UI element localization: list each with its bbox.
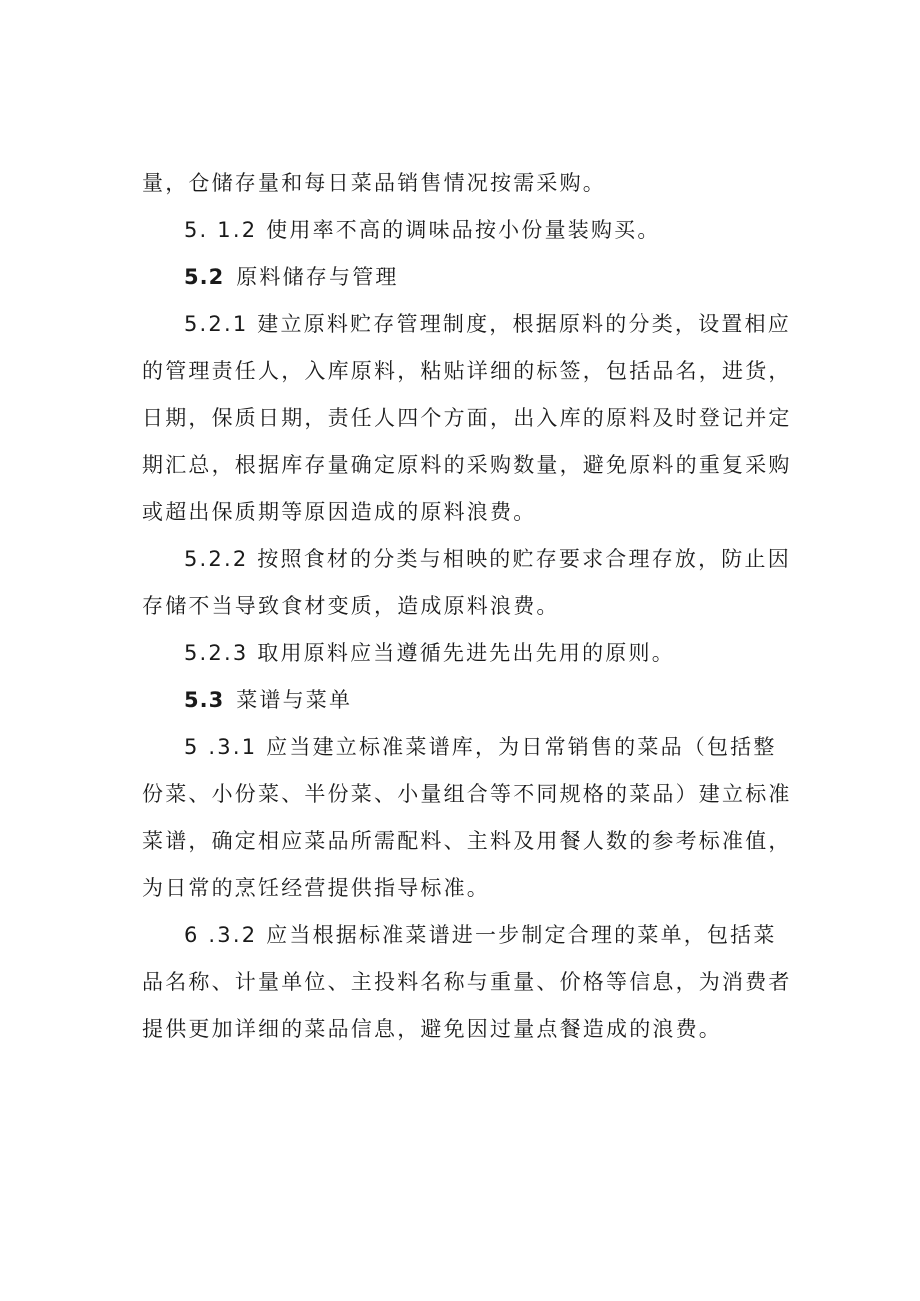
text-line: 5 .3.1 应当建立标准菜谱库，为日常销售的菜品（包括整 <box>184 735 777 759</box>
text-line: 6 .3.2 应当根据标准菜谱进一步制定合理的菜单，包括菜 <box>184 923 777 947</box>
section-title: 菜谱与菜单 <box>236 688 353 712</box>
paragraph-continuation <box>142 160 782 207</box>
text-line: 5. 1.2 使用率不高的调味品按小份量装购买。 <box>184 218 661 242</box>
text-line: 存储不当导致食材变质，造成原料浪费。 <box>142 594 560 618</box>
paragraph-5-3-2 <box>142 912 792 1053</box>
text-line: 菜谱，确定相应菜品所需配料、主料及用餐人数的参考标准值， <box>142 829 792 853</box>
text-line: 量，仓储存量和每日菜品销售情况按需采购。 <box>142 171 606 195</box>
section-number: 5.2 <box>184 265 225 289</box>
document-body <box>142 160 792 1053</box>
text-line: 份菜、小份菜、半份菜、小量组合等不同规格的菜品）建立标准 <box>142 782 792 806</box>
paragraph-5-2-2 <box>142 536 791 630</box>
paragraph-5-1-2 <box>142 207 782 254</box>
paragraph-5-3-1 <box>142 724 792 912</box>
text-line: 期汇总，根据库存量确定原料的采购数量，避免原料的重复采购 <box>142 453 792 477</box>
section-heading-5-3 <box>142 677 782 724</box>
text-line: 5.2.3 取用原料应当遵循先进先出先用的原则。 <box>184 641 675 665</box>
section-heading-5-2 <box>142 254 782 301</box>
section-title: 原料储存与管理 <box>236 265 399 289</box>
text-line: 5.2.2 按照食材的分类与相映的贮存要求合理存放，防止因 <box>184 547 791 571</box>
text-line: 品名称、计量单位、主投料名称与重量、价格等信息，为消费者 <box>142 970 792 994</box>
text-line: 日期，保质日期，责任人四个方面，出入库的原料及时登记并定 <box>142 406 792 430</box>
text-line: 的管理责任人，入库原料，粘贴详细的标签，包括品名，进货， <box>142 359 792 383</box>
section-number: 5.3 <box>184 688 225 712</box>
text-line: 或超出保质期等原因造成的原料浪费。 <box>142 500 537 524</box>
paragraph-5-2-1 <box>142 301 792 536</box>
text-line: 提供更加详细的菜品信息，避免因过量点餐造成的浪费。 <box>142 1017 722 1041</box>
text-line: 5.2.1 建立原料贮存管理制度，根据原料的分类，设置相应 <box>184 312 791 336</box>
paragraph-5-2-3 <box>142 630 782 677</box>
text-line: 为日常的烹饪经营提供指导标准。 <box>142 876 490 900</box>
